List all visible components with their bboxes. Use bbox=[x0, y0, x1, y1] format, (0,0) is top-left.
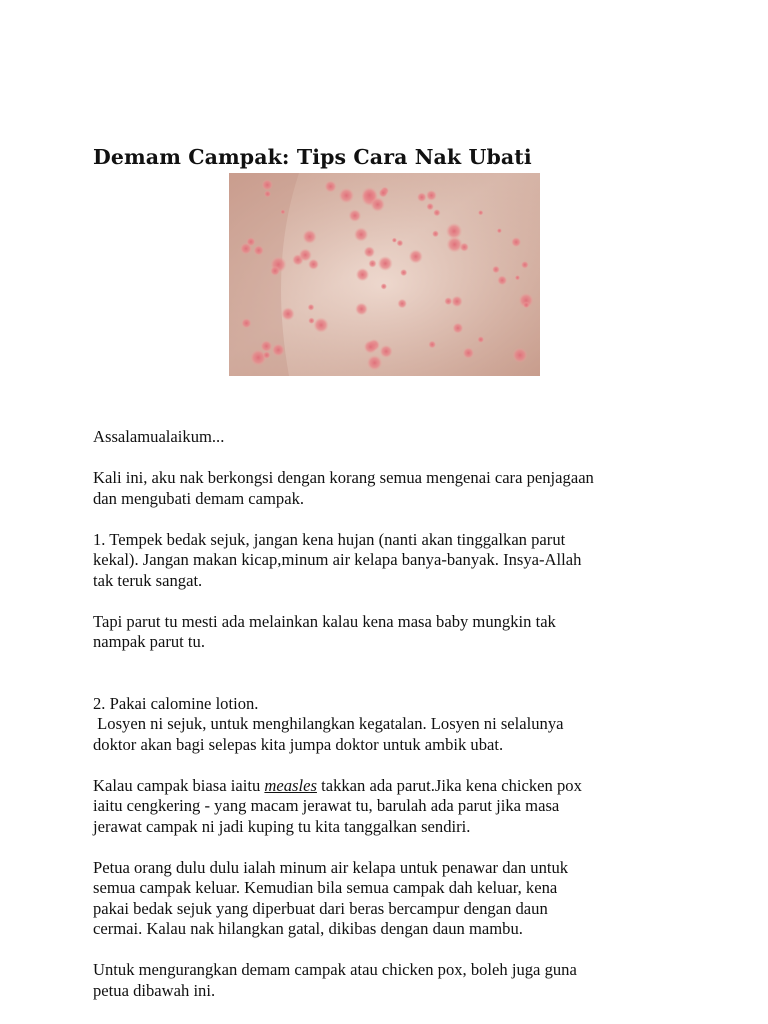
rash-spot bbox=[447, 236, 463, 252]
rash-spot bbox=[477, 336, 484, 343]
rash-spot bbox=[381, 283, 387, 289]
rash-spot bbox=[521, 261, 529, 269]
greeting-paragraph bbox=[93, 427, 693, 448]
rash-spot bbox=[379, 188, 388, 197]
rash-spot bbox=[354, 227, 368, 241]
rash-spot bbox=[339, 188, 355, 204]
rash-spot bbox=[478, 210, 483, 215]
rash-spot bbox=[263, 351, 271, 359]
old-remedy-paragraph bbox=[93, 858, 693, 940]
text-line: petua dibawah ini. bbox=[93, 980, 216, 1000]
rash-spot bbox=[281, 307, 294, 320]
rash-spot bbox=[367, 355, 383, 371]
rash-spot bbox=[380, 345, 393, 358]
rash-spot bbox=[433, 209, 440, 216]
rash-spot bbox=[308, 304, 315, 311]
rash-spot bbox=[240, 243, 252, 255]
rash-spot bbox=[492, 266, 500, 274]
rash-spot bbox=[368, 260, 376, 268]
text-line: 2. Pakai calomine lotion. bbox=[93, 693, 259, 713]
rash-spot bbox=[280, 209, 285, 214]
rash-spot bbox=[426, 203, 434, 211]
rash-spot bbox=[463, 347, 475, 359]
rash-spot bbox=[378, 256, 393, 271]
rash-spot bbox=[364, 340, 378, 354]
rash-spot bbox=[417, 192, 427, 202]
text-line: cermai. Kalau nak hilangkan gatal, dikibas dengan daun mambu. bbox=[93, 919, 523, 938]
intro-paragraph bbox=[93, 468, 693, 509]
rash-spot bbox=[356, 268, 369, 281]
text-line: Losyen ni sejuk, untuk menghilangkan kegatalan. Losyen ni selalunya bbox=[93, 714, 564, 733]
article-body bbox=[93, 427, 693, 1022]
rash-spot bbox=[397, 299, 407, 309]
rash-spot bbox=[432, 230, 439, 237]
text-line: semua campak keluar. Kemudian bila semua campak dah keluar, kena bbox=[93, 878, 558, 897]
text-line: Untuk mengurangkan demam campak atau chicken pox, boleh juga guna bbox=[93, 960, 577, 979]
rash-spot bbox=[302, 230, 316, 244]
rash-spot bbox=[349, 209, 362, 222]
rash-spot bbox=[262, 179, 273, 190]
rash-spot bbox=[308, 259, 319, 270]
text-segment: Kalau campak biasa iaitu bbox=[93, 775, 265, 795]
text-line: dan mengubati demam campak. bbox=[93, 488, 305, 508]
rash-spot bbox=[253, 245, 264, 256]
rash-spot bbox=[497, 275, 507, 285]
text-line: doktor akan bagi selepas kita jumpa doktor untuk ambik ubat. bbox=[93, 734, 504, 754]
rash-spot bbox=[452, 323, 463, 334]
measles-term: measles bbox=[264, 775, 317, 795]
rash-spot bbox=[523, 302, 530, 309]
rash-spot bbox=[272, 344, 285, 357]
rash-spot bbox=[497, 228, 502, 233]
text-line: Tapi parut tu mesti ada melainkan kalau kena masa baby mungkin tak bbox=[93, 611, 556, 631]
rash-spot bbox=[512, 348, 527, 363]
rash-spot bbox=[325, 180, 337, 192]
rash-spot bbox=[451, 296, 463, 308]
closing-paragraph bbox=[93, 960, 693, 1001]
rash-spot bbox=[515, 275, 520, 280]
rash-spot bbox=[313, 317, 328, 332]
text-line: jerawat campak ni jadi kuping tu kita tanggalkan sendiri. bbox=[93, 816, 471, 836]
rash-spot bbox=[409, 249, 423, 263]
text-line: kekal). Jangan makan kicap,minum air kelapa banya-banyak. Insya-Allah bbox=[93, 550, 582, 569]
text-line: pakai bedak sejuk yang diperbuat dari beras bercampur dengan daun bbox=[93, 898, 548, 918]
rash-skin-photo bbox=[229, 173, 540, 376]
text-line: Kali ini, aku nak berkongsi dengan korang semua mengenai cara penjagaan bbox=[93, 468, 594, 487]
text-line bbox=[93, 776, 693, 797]
rash-spot bbox=[397, 240, 404, 247]
rash-spot bbox=[361, 187, 378, 204]
rash-spot bbox=[355, 303, 368, 316]
text-segment: takkan ada parut.Jika kena chicken pox bbox=[316, 775, 582, 795]
rash-spot bbox=[241, 318, 251, 328]
rash-spot bbox=[392, 238, 397, 243]
text-line: Petua orang dulu dulu ialah minum air kelapa untuk penawar dan untuk bbox=[93, 857, 569, 877]
rash-spot bbox=[511, 237, 521, 247]
rash-spot bbox=[426, 190, 437, 201]
rash-spot bbox=[264, 190, 271, 197]
rash-spot bbox=[299, 248, 312, 261]
scar-note-paragraph bbox=[93, 612, 693, 653]
page-title: Demam Campak: Tips Cara Nak Ubati bbox=[93, 145, 532, 169]
text-line: tak teruk sangat. bbox=[93, 570, 203, 590]
measles-paragraph bbox=[93, 776, 693, 838]
rash-spot bbox=[400, 269, 407, 276]
rash-spot bbox=[364, 246, 375, 257]
tip-2-paragraph bbox=[93, 694, 693, 756]
text-line: iaitu cengkering - yang macam jerawat tu, barulah ada parut jika masa bbox=[93, 796, 560, 815]
rash-spot bbox=[428, 341, 436, 349]
rash-spot bbox=[270, 266, 280, 276]
text-line: Assalamualaikum... bbox=[93, 427, 225, 446]
text-line: nampak parut tu. bbox=[93, 632, 205, 651]
rash-spot bbox=[444, 297, 452, 305]
text-line: 1. Tempek bedak sejuk, jangan kena hujan (nanti akan tinggalkan parut bbox=[93, 529, 566, 549]
tip-1-paragraph bbox=[93, 530, 693, 592]
